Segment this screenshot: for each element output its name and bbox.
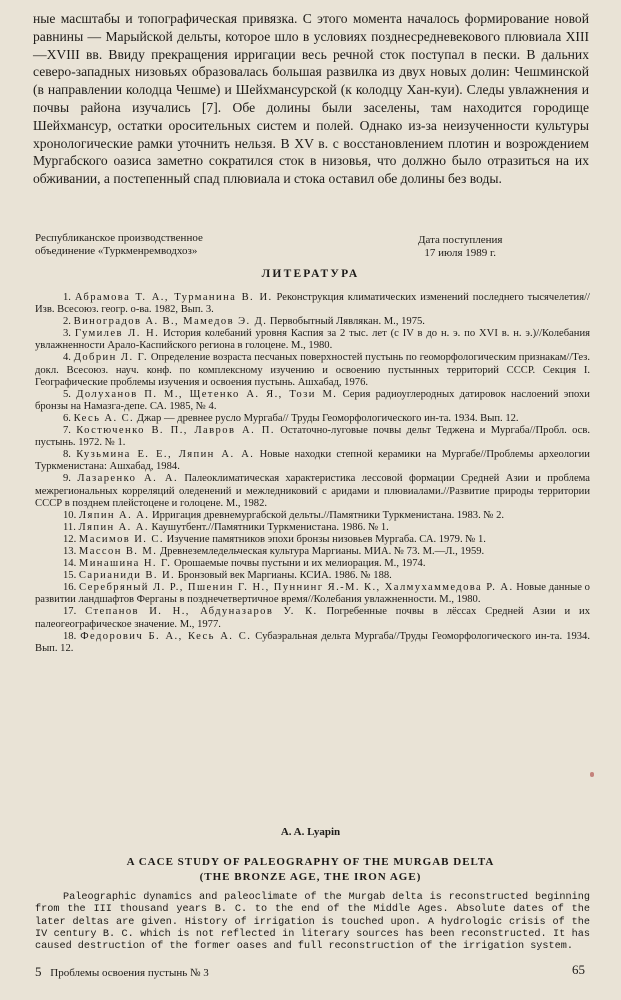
reference-text: Ирригация древнемургабской дельты.//Памятники Туркменистана. 1983. № 2. [151,509,505,521]
reference-item [35,522,590,534]
english-title-line-2: (THE BRONZE AGE, THE IRON AGE) [199,871,422,883]
closing-paragraph: ные масштабы и топографическая привязка. С этого момента началось формирование новой равнины — Марыйской дельты, которое шло в условиях позднесредневекового плювиала XIII—XVIII вв. Ввиду прекращения ирригации весь речной сток поступал в пески. В дальних северо-западных низовьях образовалась большая развилка из двух новых долин: Чешминской (в направлении колодца Чешме) и Шейхмансурской (к колодцу Хан-куи). Следы увлажнения и почвы района изучались [7]. Обе долины были заселены, там находится городище Шейхмансур, остатки оросительных систем и полей. Однако из-за неизученности культуры хронологические рамки уточнить нельзя. В XV в. с восстановлением плотин и возрождением Мургабского оазиса заметно сократился сток в низовья, что должно было отразиться на их обживании, а постепенный спад плювиала и стока оставил обе долины без воды. [33,11,589,187]
ink-spot [590,772,594,777]
reference-author: Гумилев Л. Н. [74,328,160,340]
reference-item [35,389,590,413]
reference-item [35,316,590,328]
reference-text: Субаэральная дельта Мургаба//Труды Геоморфологического ин-та. 1934. Вып. 12. [35,630,590,654]
reference-item [35,292,590,316]
english-abstract [35,892,590,953]
reference-text: Орошаемые почвы пустыни и их мелиорация. М., 1974. [174,558,426,570]
received-label: Дата поступления [418,234,503,246]
reference-item [35,606,590,630]
reference-item [35,510,590,522]
reference-author: Костюченко В. П., Лавров А. П. [76,425,275,437]
reference-number: 7. [63,425,71,437]
reference-item [35,425,590,449]
reference-item [35,413,590,425]
reference-text: Джар — древнее русло Мургаба// Труды Геоморфологического ин-та. 1934. Вып. 12. [136,412,519,424]
reference-number: 16. [63,582,77,594]
reference-item [35,352,590,388]
english-title-line-1: A CACE STUDY OF PALEOGRAPHY OF THE MURGAB DELTA [126,856,495,868]
reference-number: 9. [63,473,71,485]
author-affiliation [35,232,203,258]
reference-item [35,473,590,509]
reference-text: Палеоклиматическая характеристика лессовой формации Средней Азии и проблема межрегиональных корреляций оледенений и межледниковий с аридами и плювиалами.//Развитие природы территории СССР в позднем плейстоцене и голоцене. М., 1982. [35,473,590,509]
reference-text: Определение возраста песчаных поверхностей пустынь по геоморфологическим признакам//Тез. докл. Всесоюз. науч. конф. по комплексному изучению и освоению пустынных территорий СССР. Секция I. Географические проблемы изучения и освоения пустынь. Ашхабад, 1976. [35,352,590,388]
reference-number: 18. [63,630,77,642]
english-title [0,855,621,885]
reference-author: Виноградов А. В., Мамедов Э. Д. [73,316,268,328]
reference-item [35,582,590,606]
reference-item [35,449,590,473]
reference-number: 8. [63,449,71,461]
reference-number: 10. [63,509,77,521]
page-number: 65 [572,962,585,977]
reference-item [35,558,590,570]
reference-number: 3. [63,328,71,340]
article-body [33,10,589,188]
reference-author: Ляпин А. А. [78,521,149,533]
reference-number: 13. [63,545,77,557]
reference-text: Новые данные о развитии ландшафтов Ферганы в позднечетвертичное время//Колебания увлажненности. М., 1980. [35,582,590,606]
journal-name: Проблемы освоения пустынь № 3 [50,967,209,979]
affiliation-line-1: Республиканское производственное [35,232,203,244]
reference-item [35,328,590,352]
english-author: A. A. Lyapin [280,826,341,838]
reference-list [35,292,590,655]
reference-number: 12. [63,533,77,545]
reference-text: История колебаний уровня Каспия за 2 тыс. лет (с IV в до н. э. по XVI в. н. э.)//Колебания увлажненности Арало-Каспийского региона в голоцене. М., 1980. [35,328,590,352]
reference-number: 17. [63,606,77,618]
reference-text: Реконструкция климатических изменений последнего тысячелетия//Изв. Всесоюз. геогр. о-ва. 1982, Вып. 3. [35,292,590,316]
reference-author: Сарианиди В. И. [78,570,176,582]
reference-author: Добрин Л. Г. [73,352,149,364]
reference-author: Кузьмина Е. Е., Ляпин А. А. [76,449,255,461]
affiliation-line-2: объединение «Туркменремводхоз» [35,245,198,257]
reference-item [35,546,590,558]
reference-item [35,534,590,546]
received-date: 17 июля 1989 г. [424,247,497,259]
reference-text: Серия радиоуглеродных датировок наслоений эпохи бронзы на Намазга-депе. СА. 1985, № 4. [35,388,590,412]
reference-author: Серебряный Л. Р., Пшенин Г. Н., Пуннинг Я.-М. К., Халмухаммедова Р. А. [78,582,514,594]
reference-number: 15. [63,570,77,582]
references-heading: ЛИТЕРАТУРА [261,268,360,280]
reference-author: Лазаренко А. А. [77,473,179,485]
reference-author: Масимов И. С. [78,533,164,545]
reference-text: Изучение памятников эпохи бронзы низовьев Мургаба. СА. 1979. № 1. [166,533,486,545]
reference-number: 11. [63,521,76,533]
reference-author: Федорович Б. А., Кесь А. С. [80,630,252,642]
reference-item [35,631,590,655]
reference-number: 5. [63,388,71,400]
reference-text: Остаточно-луговые почвы дельт Теджена и Мургаба//Пробл. осв. пустынь. 1972. № 1. [35,425,590,449]
reference-author: Массон В. М. [78,545,158,557]
reference-author: Кесь А. С. [73,412,135,424]
issue-number: 5 [35,964,42,979]
reference-number: 2. [63,316,71,328]
reference-text: Древнеземледельческая культура Маргианы. МИА. № 73. М.—Л., 1959. [159,545,485,557]
reference-number: 1. [63,292,71,303]
reference-number: 4. [63,352,71,364]
reference-author: Абрамова Т. А., Турманина В. И. [74,292,273,303]
reference-author: Степанов И. Н., Абдуназаров У. К. [85,606,318,618]
reference-text: Новые находки степной керамики на Мургабе//Проблемы археологии Туркменистана: Ашхабад, 1984. [35,449,590,473]
reference-text: Каушутбент.//Памятники Туркменистана. 1986. № 1. [151,521,389,533]
reference-number: 6. [63,412,71,424]
reference-item [35,570,590,582]
reference-author: Минашина Н. Г. [78,558,172,570]
reference-author: Ляпин А. А. [78,509,150,521]
reference-text: Бронзовый век Маргианы. КСИА. 1986. № 188. [177,570,392,582]
page-footer-left [35,964,209,980]
reference-author: Долуханов П. М., Щетенко А. Я., Този М. [76,388,338,400]
abstract-text: Paleographic dynamics and paleoclimate of the Murgab delta is reconstructed beginning from the III thousand years B. C. to the end of the Middle Ages. Absolute dates of the later deltas are given. History of irrigation is touched upon. A hydrologic crisis of the IV century B. C. which is not reflected in literary sources has been reconstructed. It has caused destruction of the former oases and full reconstruction of the irrigation system. [35,892,590,953]
reference-text: Первобытный Лявлякан. М., 1975. [269,316,425,328]
received-date-block [418,234,502,260]
reference-text: Погребенные почвы в лёссах Средней Азии и их палеогеографическое значение. М., 1977. [35,606,590,630]
reference-number: 14. [63,558,77,570]
